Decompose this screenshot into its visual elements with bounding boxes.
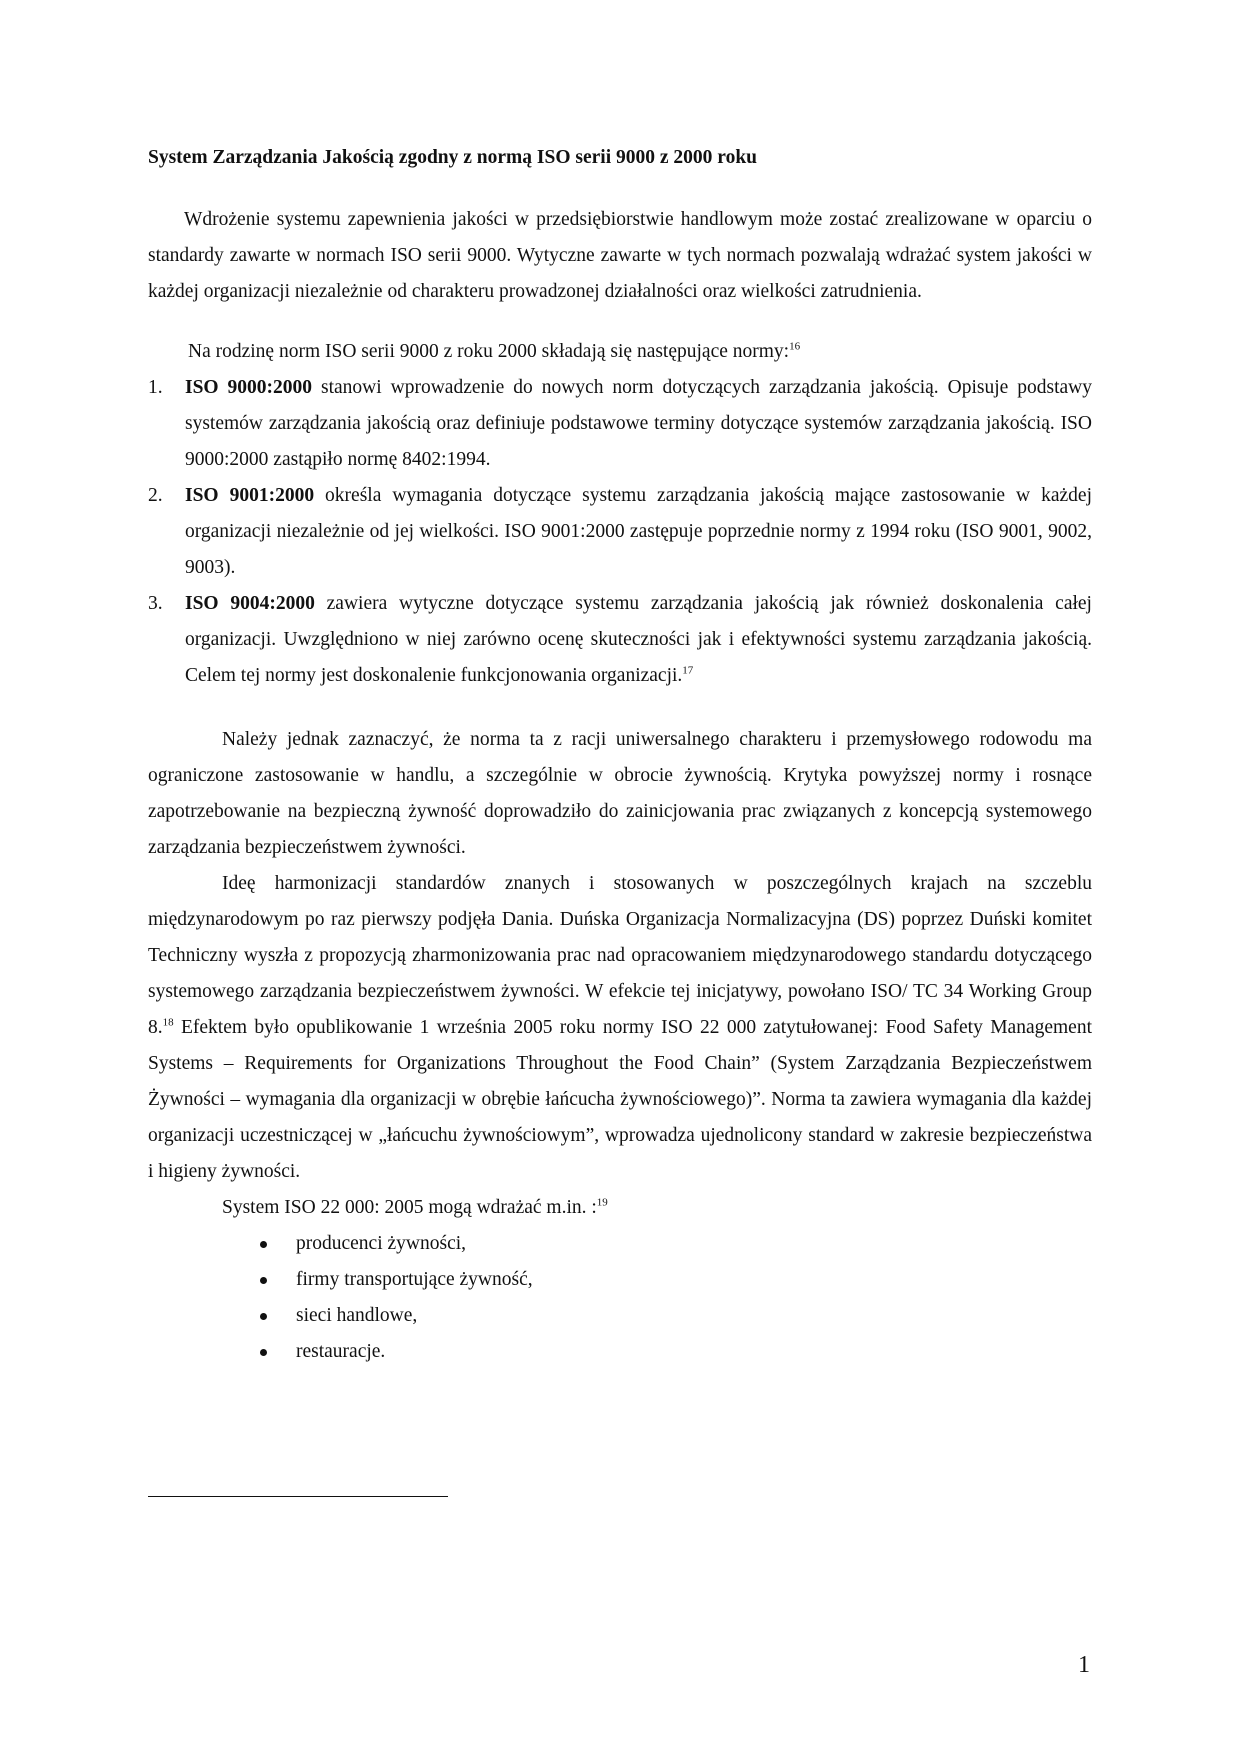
norm-item-iso-9000: [148, 370, 1092, 478]
system-intro-text: System ISO 22 000: 2005 mogą wdrażać m.in. :: [222, 1197, 597, 1218]
list-number: 3.: [148, 593, 163, 614]
document-title: System Zarządzania Jakością zgodny z normą ISO serii 9000 z 2000 roku: [148, 147, 758, 168]
norm-code: ISO 9004:2000: [185, 593, 315, 614]
footnote-ref-16: 16: [789, 340, 801, 353]
norm-description: określa wymagania dotyczące systemu zarządzania jakością mające zastosowanie w każdej organizacji niezależnie od jej wielkości. ISO 9001:2000 zastępuje poprzednie normy z 1994 roku (ISO 9001, 9002, 9003).: [185, 485, 1092, 578]
footnote-ref-17: 17: [682, 664, 694, 677]
norms-list: [148, 370, 1092, 694]
footnote-separator: [148, 1496, 448, 1497]
footnote-ref-19: 19: [596, 1196, 608, 1209]
norms-list-intro-text: Na rodzinę norm ISO serii 9000 z roku 2000 składają się następujące normy:: [188, 341, 790, 362]
bullet-icon: [260, 1313, 267, 1320]
page-number: 1: [1078, 1652, 1090, 1678]
list-item-text: producenci żywności,: [296, 1233, 467, 1254]
norm-code: ISO 9001:2000: [185, 485, 315, 506]
harmonization-text-part1: Ideę harmonizacji standardów znanych i stosowanych w poszczególnych krajach na szczeblu międzynarodowym po raz pierwszy podjęła Dania. Duńska Organizacja Normalizacyjna (DS) poprzez Duński komitet Techniczny wyszła z propozycją zharmonizowania prac nad opracowaniem międzynarodowego standardu dotyczącego systemowego zarządzania bezpieczeństwem żywności. W efekcie tej inicjatywy, powołano ISO/ TC 34 Working Group 8.: [148, 873, 1092, 1038]
spacer: [148, 694, 1092, 722]
users-list: [148, 1226, 1092, 1370]
footnote-ref-18: 18: [162, 1016, 174, 1029]
list-item-text: firmy transportujące żywność,: [296, 1269, 533, 1290]
list-item-text: restauracje.: [296, 1341, 386, 1362]
harmonization-paragraph: [148, 866, 1092, 1190]
harmonization-text-part2: Efektem było opublikowanie 1 września 2005 roku normy ISO 22 000 zatytułowanej: Food Safety Management Systems – Requirements for Organizations Throughout the Food Chain” (System Zarządzania Bezpieczeństwem Żywności – wymagania dla organizacji w obrębie łańcucha żywnościowego)”. Norma ta zawiera wymagania dla każdej organizacji uczestniczącej w „łańcuchu żywnościowym”, wprowadza ujednolicony standard w zakresie bezpieczeństwa i higieny żywności.: [148, 1017, 1092, 1182]
list-item: [258, 1262, 1092, 1298]
list-item: [258, 1226, 1092, 1262]
list-item-text: sieci handlowe,: [296, 1305, 418, 1326]
norm-item-iso-9004: [148, 586, 1092, 694]
document-page: [148, 140, 1092, 1370]
list-number: 2.: [148, 485, 163, 506]
intro-paragraph: Wdrożenie systemu zapewnienia jakości w przedsiębiorstwie handlowym może zostać zrealizowane w oparciu o standardy zawarte w normach ISO serii 9000. Wytyczne zawarte w tych normach pozwalają wdrażać system jakości w każdej organizacji niezależnie od charakteru prowadzonej działalności oraz wielkości zatrudnienia.: [148, 209, 1092, 302]
norm-item-iso-9001: [148, 478, 1092, 586]
bullet-icon: [260, 1241, 267, 1248]
list-item: [258, 1298, 1092, 1334]
list-number: 1.: [148, 377, 163, 398]
system-intro: [148, 1190, 1092, 1226]
norm-description: zawiera wytyczne dotyczące systemu zarządzania jakością jak również doskonalenia całej organizacji. Uwzględniono w niej zarówno ocenę skuteczności jak i efektywności systemu zarządzania jakością. Celem tej normy jest doskonalenie funkcjonowania organizacji.: [185, 593, 1092, 686]
norm-code: ISO 9000:2000: [185, 377, 313, 398]
norm-description: stanowi wprowadzenie do nowych norm dotyczących zarządzania jakością. Opisuje podstawy systemów zarządzania jakością oraz definiuje podstawowe terminy dotyczące systemów zarządzania jakością. ISO 9000:2000 zastąpiło normę 8402:1994.: [185, 377, 1092, 470]
bullet-icon: [260, 1349, 267, 1356]
list-item: [258, 1334, 1092, 1370]
bullet-icon: [260, 1277, 267, 1284]
criticism-paragraph: Należy jednak zaznaczyć, że norma ta z racji uniwersalnego charakteru i przemysłowego rodowodu ma ograniczone zastosowanie w handlu, a szczególnie w obrocie żywnością. Krytyka powyższej normy i rosnące zapotrzebowanie na bezpieczną żywność doprowadziło do zainicjowania prac związanych z koncepcją systemowego zarządzania bezpieczeństwem żywności.: [148, 729, 1092, 858]
norms-list-intro: [148, 334, 1092, 370]
